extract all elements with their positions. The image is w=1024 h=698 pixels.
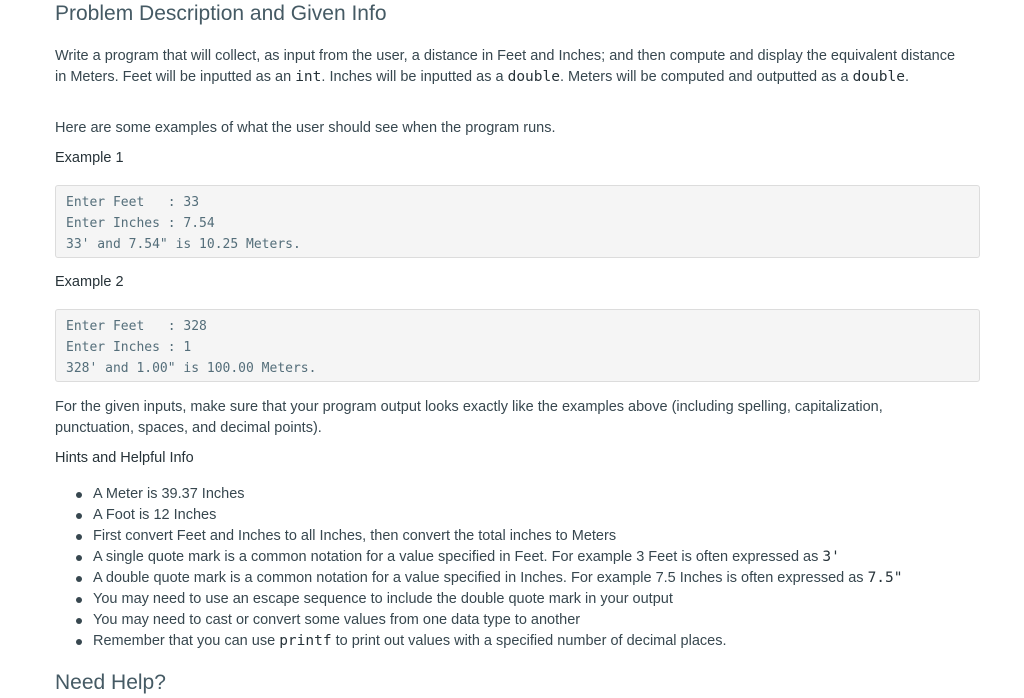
hint-text: Remember that you can use (93, 633, 280, 649)
hint-text: You may need to cast or convert some values from one data type to another (93, 612, 581, 628)
bullet-icon (76, 639, 82, 645)
hints-list (55, 484, 903, 652)
hint-text: A Meter is 39.37 Inches (93, 486, 245, 502)
hint-item (55, 631, 903, 652)
code-line: Enter Feet : 328 (66, 319, 207, 334)
code-line: Enter Feet : 33 (66, 195, 200, 210)
hint-item (55, 610, 903, 631)
hint-text: You may need to use an escape sequence to include the double quote mark in your output (93, 591, 673, 607)
bullet-icon (76, 597, 82, 603)
bullet-icon (76, 618, 82, 624)
bullet-icon (76, 576, 82, 582)
hint-text: First convert Feet and Inches to all Inches, then convert the total inches to Meters (93, 528, 617, 544)
hint-text: A double quote mark is a common notation for a value specified in Inches. For example 7.5 Inches is often expressed as (93, 570, 868, 586)
examples-intro: Here are some examples of what the user should see when the program runs. (55, 120, 556, 136)
hint-code: 7.5" (867, 570, 903, 586)
bullet-icon (76, 513, 82, 519)
code-line: 328' and 1.00" is 100.00 Meters. (66, 361, 317, 376)
hint-item (55, 547, 903, 568)
hint-code: 3' (822, 549, 840, 565)
need-help-heading: Need Help? (55, 671, 166, 694)
intro-text-4: . (904, 69, 909, 85)
code-line: 33' and 7.54" is 10.25 Meters. (66, 237, 301, 252)
hint-text: A Foot is 12 Inches (93, 507, 217, 523)
hint-item (55, 589, 903, 610)
hint-item (55, 568, 903, 589)
hint-text-after: to print out values with a specified number of decimal places. (331, 633, 727, 649)
hints-title: Hints and Helpful Info (55, 450, 194, 466)
hint-text: A single quote mark is a common notation for a value specified in Feet. For example 3 Feet is often expressed as (93, 549, 823, 565)
intro-text-2: . Inches will be inputted as a (321, 69, 508, 85)
type-int-code: int (295, 69, 322, 85)
problem-description (55, 46, 970, 88)
example-2-code-block (55, 309, 980, 382)
example-2-label: Example 2 (55, 274, 124, 290)
type-double-code-2: double (852, 69, 905, 85)
bullet-icon (76, 492, 82, 498)
page-title: Problem Description and Given Info (55, 2, 387, 25)
example-1-label: Example 1 (55, 150, 124, 166)
intro-text-3: . Meters will be computed and outputted as a (559, 69, 853, 85)
output-match-note: For the given inputs, make sure that your program output looks exactly like the examples above (including spelling, capitalization, (55, 399, 883, 415)
hint-item (55, 484, 903, 505)
hint-item (55, 505, 903, 526)
bullet-icon (76, 555, 82, 561)
output-match-note-cont: punctuation, spaces, and decimal points). (55, 420, 322, 436)
example-1-code-block (55, 185, 980, 258)
hint-code: printf (279, 633, 332, 649)
code-line: Enter Inches : 7.54 (66, 216, 215, 231)
bullet-icon (76, 534, 82, 540)
code-line: Enter Inches : 1 (66, 340, 192, 355)
intro-text-1: Write a program that will collect, as input from the user, a distance in Feet and Inches; and then compute and display the equivalent distance in Meters. Feet will be inputted as an (55, 48, 956, 85)
type-double-code: double (507, 69, 560, 85)
hint-item (55, 526, 903, 547)
